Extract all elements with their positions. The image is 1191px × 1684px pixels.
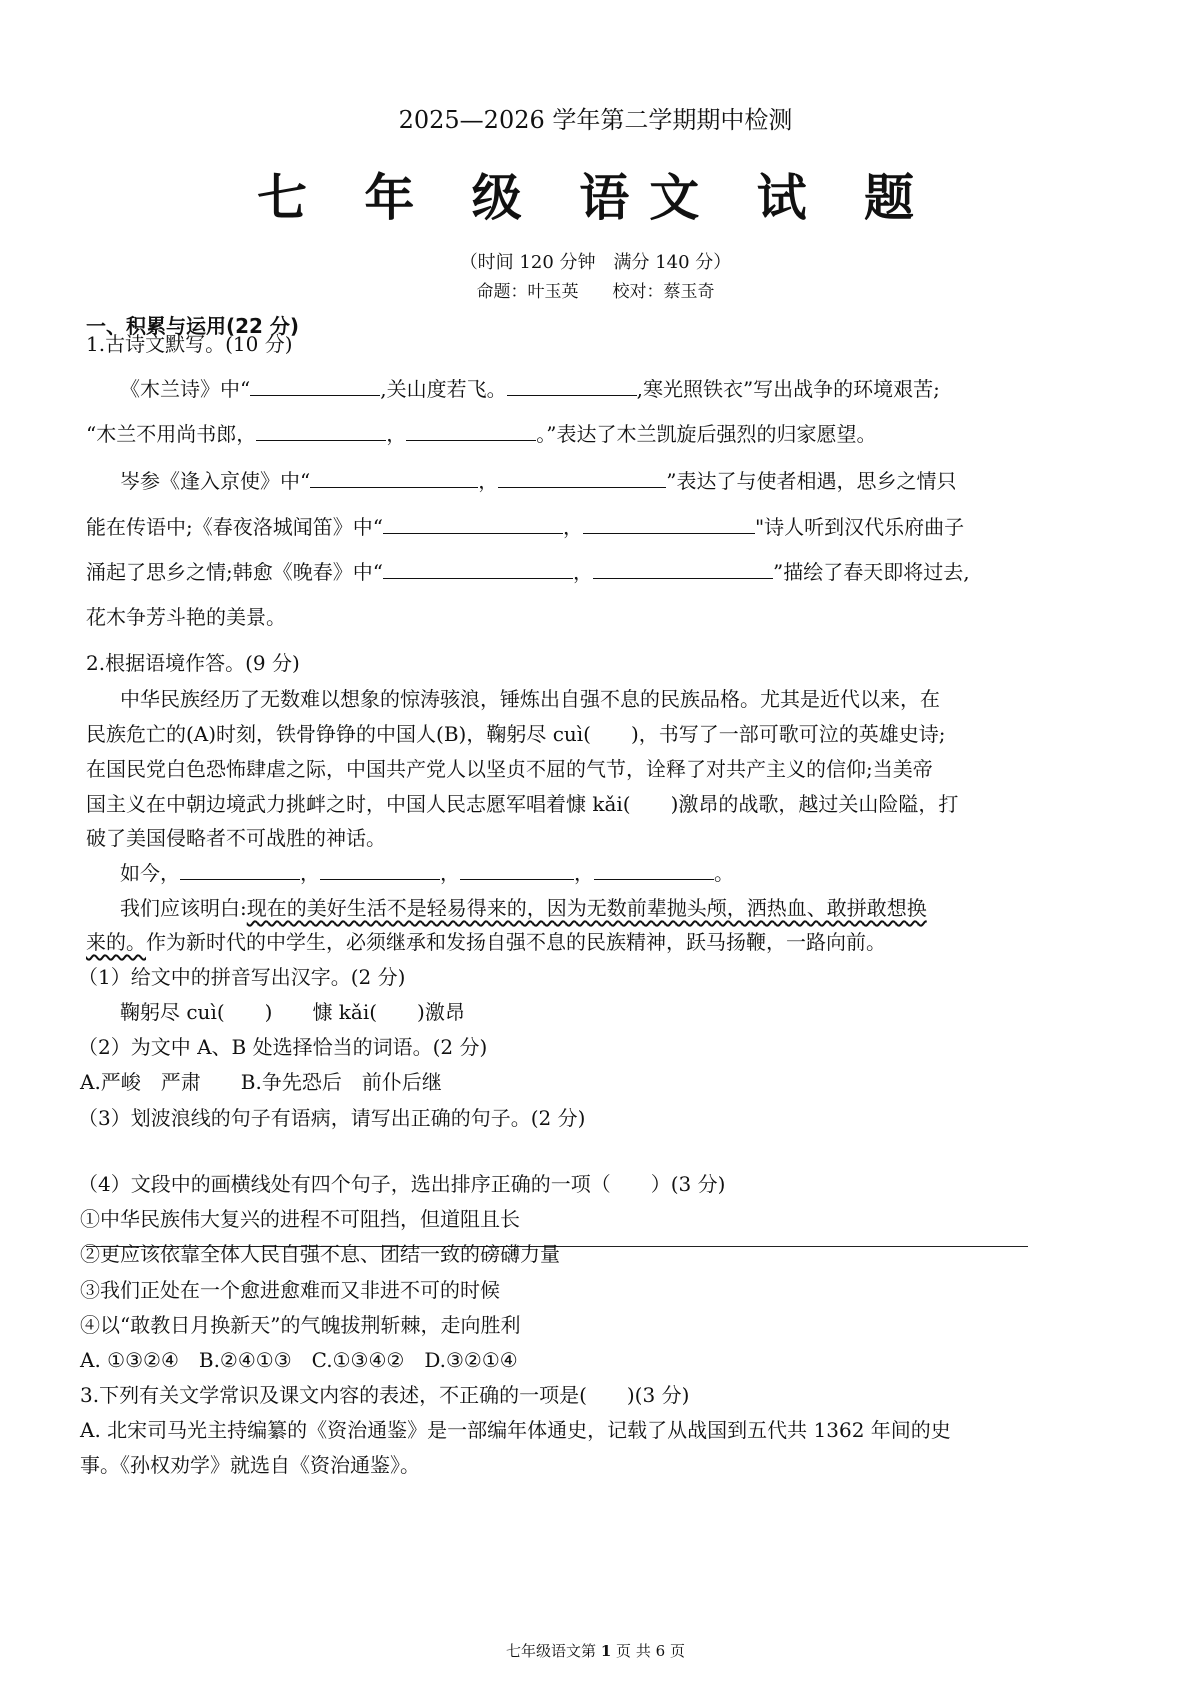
q1-stem: 1.古诗文默写。(10 分) [86,332,293,356]
q1-line4 [86,511,964,540]
page-footer [0,1640,1191,1661]
q1-l1-c: ,寒光照铁衣”写出战争的环境艰苦; [636,377,940,401]
q3-option-a-line1: A. 北宋司马光主持编纂的《资治通鉴》是一部编年体通史，记载了从战国到五代共 1362 年间的史 [80,1418,951,1442]
q2-option-1: ①中华民族伟大复兴的进程不可阻挡，但道阻且长 [80,1207,520,1231]
footer-suffix: 页 [669,1642,685,1660]
q2-para-line7 [120,892,927,921]
q2-option-4: ④以“敢教日月换新天”的气魄拔荆斩棘，走向胜利 [80,1313,521,1337]
q1-blank-8[interactable] [583,515,755,534]
q2-sep-2: ， [440,861,460,885]
q2-p7-a: 我们应该明白: [120,896,247,920]
q2-para-line1: 中华民族经历了无数难以想象的惊涛骇浪，锤炼出自强不息的民族品格。尤其是近代以来，在 [120,687,940,711]
q1-l2-b: ， [386,422,407,446]
q2-blank-line [120,857,734,886]
q2-para-line3: 在国民党白色恐怖肆虐之际，中国共产党人以坚贞不屈的气节，诠释了对共产主义的信仰;当美帝 [86,757,933,781]
q2-blank-1[interactable] [180,861,300,880]
q1-l1-a: 《木兰诗》中“ [120,377,251,401]
q2-sep-1: ， [300,861,320,885]
q1-blank-1[interactable] [250,377,380,396]
q1-l5-a: 涌起了思乡之情;韩愈《晚春》中“ [86,560,383,584]
section-heading: 一、积累与运用(22 分) [86,314,300,338]
q2-para-line5: 破了美国侵略者不可战胜的神话。 [86,826,386,850]
q3-stem: 3.下列有关文学常识及课文内容的表述，不正确的一项是( )(3 分) [80,1383,690,1407]
q2-para-line8 [86,926,886,955]
q2-stem: 2.根据语境作答。(9 分) [86,651,300,675]
q1-blank-7[interactable] [383,515,563,534]
q2-para-line4: 国主义在中朝边境武力挑衅之时，中国人民志愿军唱着慷 kǎi( )激昂的战歌，越过关山险隘，打 [86,792,959,816]
q1-blank-6[interactable] [498,469,666,488]
q2-blank-2[interactable] [320,861,440,880]
q1-l3-c: ”表达了与使者相遇，思乡之情只 [666,469,957,493]
q1-blank-4[interactable] [406,422,536,441]
q1-blank-9[interactable] [383,560,573,579]
q1-blank-5[interactable] [310,469,478,488]
authors: 命题：叶玉英 校对：蔡玉奇 [476,282,715,302]
footer-total-pages: 6 [655,1642,666,1660]
q1-line3 [120,465,956,494]
footer-page-number: 1 [600,1642,612,1660]
footer-mid: 页 共 [616,1642,651,1660]
page-title: 七 年 级 语文 试 题 [256,169,935,227]
q1-l2-c: 。”表达了木兰凯旋后强烈的归家愿望。 [536,422,877,446]
q1-l4-b: ， [562,515,583,539]
q1-blank-10[interactable] [593,560,773,579]
exam-period: 2025—2026 学年第二学期期中检测 [398,106,793,134]
q2-option-3: ③我们正处在一个愈进愈难而又非进不可的时候 [80,1278,500,1302]
q2-sub1-items: 鞠躬尽 cuì( ) 慷 kǎi( )激昂 [120,1000,465,1024]
q2-sub2-options: A.严峻 严肃 B.争先恐后 前仆后继 [80,1070,442,1094]
q1-l2-a: “木兰不用尚书郎， [86,422,257,446]
q2-sep-3: ， [574,861,594,885]
q1-l3-a: 岑参《逢入京使》中“ [120,469,311,493]
q2-sub3: （3）划波浪线的句子有语病，请写出正确的句子。(2 分) [78,1106,586,1130]
q1-line2 [86,418,876,447]
q2-sub4: （4）文段中的画横线处有四个句子，选出排序正确的一项（ ）(3 分) [78,1172,726,1196]
footer-prefix: 七年级语文第 [506,1642,597,1660]
q2-p8-b: 作为新时代的中学生，必须继承和发扬自强不息的民族精神，跃马扬鞭，一路向前。 [146,930,886,954]
q1-l4-a: 能在传语中;《春夜洛城闻笛》中“ [86,515,383,539]
q2-p6-a: 如今， [120,861,180,885]
q1-line1 [120,373,940,402]
wavy-sentence-part2: 来的。 [86,930,146,954]
q2-para-line2: 民族危亡的(A)时刻，铁骨铮铮的中国人(B)，鞠躬尽 cuì( )，书写了一部可歌可泣的英雄史诗; [86,722,946,746]
q1-blank-3[interactable] [256,422,386,441]
q1-l3-b: ， [478,469,499,493]
time-score: （时间 120 分钟 满分 140 分） [459,252,732,273]
q1-l5-b: ， [572,560,593,584]
q1-line5 [86,556,970,585]
q2-p6-end: 。 [714,861,734,885]
q3-option-a-line2: 事。《孙权劝学》就选自《资治通鉴》。 [80,1453,420,1477]
q1-l5-c: ”描绘了春天即将过去, [772,560,970,584]
q1-l1-b: ,关山度若飞。 [380,377,507,401]
q2-blank-4[interactable] [594,861,714,880]
q1-blank-2[interactable] [507,377,637,396]
q1-line6: 花木争芳斗艳的美景。 [86,605,286,629]
q2-blank-3[interactable] [460,861,574,880]
q1-l4-c: "诗人听到汉代乐府曲子 [754,515,965,539]
q2-sub2: （2）为文中 A、B 处选择恰当的词语。(2 分) [78,1035,488,1059]
q2-sub1: （1）给文中的拼音写出汉字。(2 分) [78,965,406,989]
q2-option-2: ②更应该依靠全体人民自强不息、团结一致的磅礴力量 [80,1242,560,1266]
wavy-sentence-part1: 现在的美好生活不是轻易得来的，因为无数前辈抛头颅，洒热血、敢拼敢想换 [246,896,927,920]
q2-choices: A. ①③②④ B.②④①③ C.①③④② D.③②①④ [80,1348,518,1372]
